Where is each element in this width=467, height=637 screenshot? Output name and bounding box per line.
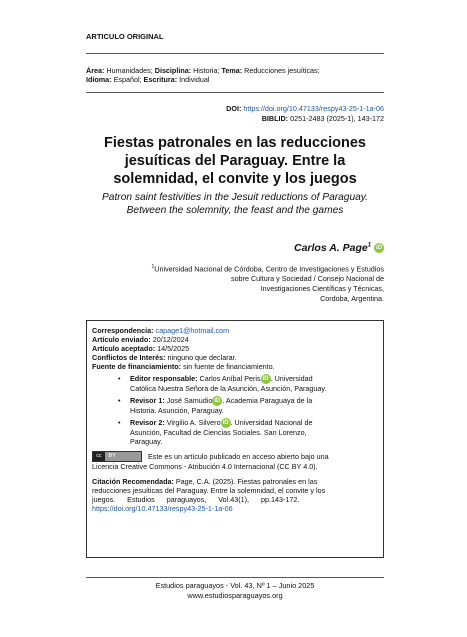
orcid-icon[interactable]: iD	[222, 420, 229, 427]
author-name: Carlos A. Page$^1$ iD	[294, 242, 382, 254]
doi-line: DOI: https://doi.org/10.47133/respy43-25-1-1a-06	[226, 104, 384, 113]
citation-doi-link[interactable]: https://doi.org/10.47133/respy43-25-1-1a-06	[92, 504, 233, 514]
orcid-icon[interactable]: iD	[376, 245, 382, 252]
cc-by-badge-icon[interactable]: cc BY	[92, 451, 142, 462]
reviewer-2-entry: • Revisor 2: Virgilio A. Silvero iD . Universidad Nacional de Asunción, Facultad de Ciencias Sociales. San Lorenzo, Paraguay.	[92, 418, 380, 446]
article-meta: Área: Humanidades; Disciplina: Historia; Tema: Reducciones jesuíticas; Idioma: Español; Escritura: Individual	[86, 66, 320, 84]
author-affiliation: $^1$Universidad Nacional de Córdoba, Centro de Investigaciones y Estudios sobre Cultura y Sociedad / Consejo Nacional de Investigaciones Científicas y Técnicas, Cordoba, Argentina.	[151, 264, 384, 304]
biblid-line: BIBLID: 0251-2483 (2025-1), 143-172	[261, 114, 384, 123]
header-divider	[86, 53, 384, 54]
orcid-icon[interactable]: iD	[214, 398, 221, 405]
recommended-citation: Citación Recomendada: Page, C.A. (2025). Fiestas patronales en las reducciones jesuíticas del Paraguay. Entre la solemnidad, el convite y los juegos. Estudios paraguayos, Vol.43(1), pp.143-172. https://doi.org/10.47133/respy43-25-1-1a-06	[92, 477, 326, 514]
article-title-english: Patron saint festivities in the Jesuit reductions of Paraguay. Between the solemnity, the feast and the games	[102, 192, 368, 216]
orcid-icon[interactable]: iD	[262, 376, 269, 383]
doi-link[interactable]: https://doi.org/10.47133/respy43-25-1-1a-06	[243, 104, 384, 113]
meta-divider	[86, 92, 384, 93]
reviewer-1-entry: • Revisor 1: José Samudio iD . Academia Paraguaya de la Historia. Asunción, Paraguay.	[92, 396, 380, 415]
footer: Estudios paraguayos - Vol. 43, Nº 1 – Junio 2025 www.estudiosparaguayos.org	[86, 581, 384, 601]
license-block: cc BY Este es un artículo publicado en acceso abierto bajo una Licencia Creative Commons - Atribución 4.0 Internacional (CC BY 4.0).	[92, 451, 329, 472]
footer-website-link[interactable]: www.estudiosparaguayos.org	[187, 591, 283, 600]
correspondence-email[interactable]: capage1@hotmail.com	[155, 326, 230, 335]
article-type-label: ARTICULO ORIGINAL	[86, 32, 164, 41]
editor-entry: • Editor responsable: Carlos Aníbal Peris iD . Universidad Católica Nuestra Señora de la Asunción, Asunción, Paraguay.	[92, 374, 380, 393]
article-info-box: Correspondencia: capage1@hotmail.com Artículo enviado: 20/12/2024 Artículo aceptado: 14/5/2025 Conflictos de Interés: ninguno que declarar. Fuente de financiamiento: sin fuente de financiamiento. • Editor responsable: Carlos Aníbal Peris iD . Universidad Católica Nuestra Señora de la Asunción, Asunción, Paraguay. • Revisor 1: José Samudio iD . Academia Paraguaya de la Historia. Asunción, Paraguay. • Revisor 2: Virgilio A. Silvero iD . Universidad Nacional de Asunción, Facultad de Ciencias Sociales. San Lorenzo, Paraguay. cc BY Este es un artículo publicado en acceso abierto bajo una Licencia Creative Commons - Atribución 4.0 Internacional (CC BY 4.0). Citación Recomendada: Page, C.A. (2025). Fiestas patronales en las reducciones jesuíticas del Paraguay. Entre la solemnidad, el convite y los juegos. Estudios paraguayos, Vol.43(1), pp.143-172. https://doi.org/10.47133/respy43-25-1-1a-06	[86, 320, 384, 558]
article-title: Fiestas patronales en las reducciones jesuíticas del Paraguay. Entre la solemnidad, el convite y los juegos	[104, 135, 366, 187]
footer-divider	[86, 577, 384, 578]
